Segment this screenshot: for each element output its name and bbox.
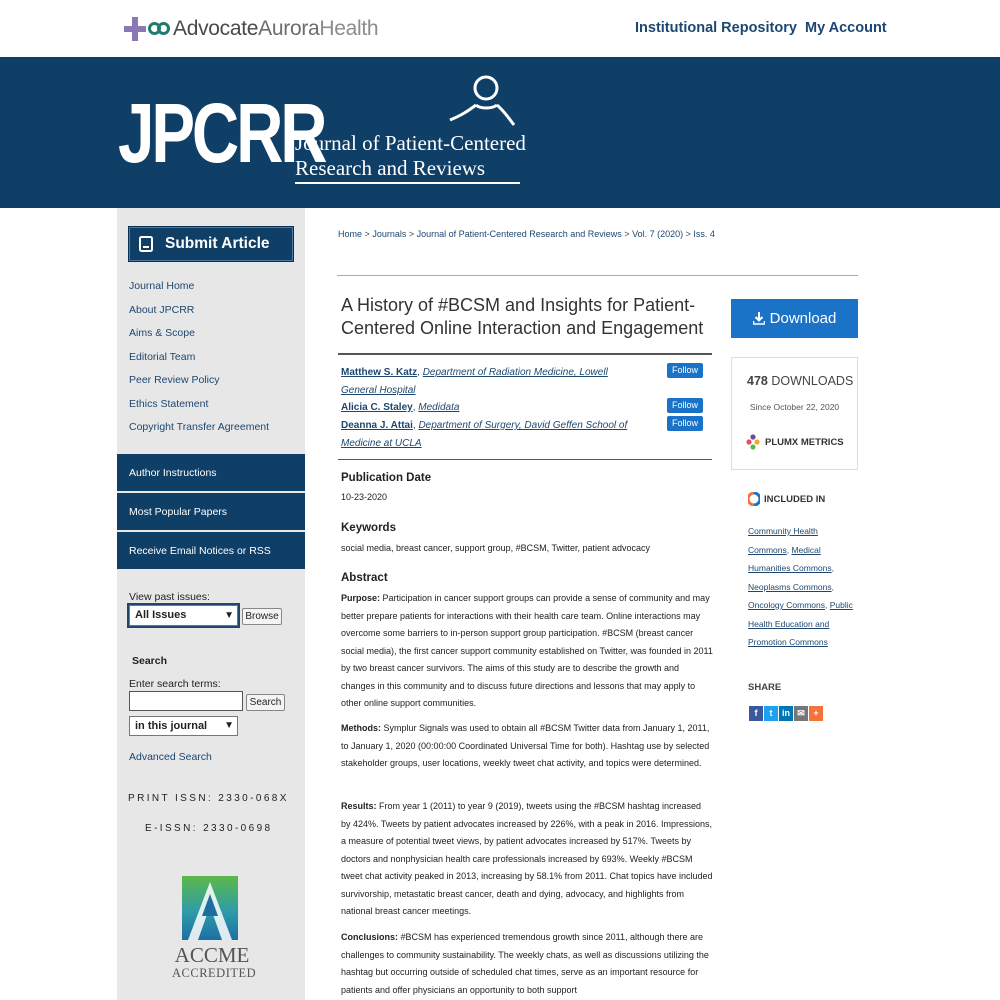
linkedin-icon[interactable]: in xyxy=(779,706,793,721)
follow-button[interactable]: Follow xyxy=(667,398,703,413)
downloads-since: Since October 22, 2020 xyxy=(749,402,840,412)
submit-article-button[interactable]: Submit Article xyxy=(128,226,294,262)
past-issues-label: View past issues: xyxy=(129,591,210,603)
follow-button[interactable]: Follow xyxy=(667,363,703,378)
search-scope-select[interactable]: in this journal ▼ xyxy=(129,716,238,736)
divider xyxy=(338,459,712,460)
e-issn: E-ISSN: 2330-0698 xyxy=(145,823,273,834)
sidebar-item-aims-scope[interactable]: Aims & Scope xyxy=(129,327,195,339)
included-link[interactable]: Neoplasms Commons xyxy=(748,581,832,592)
twitter-icon[interactable]: t xyxy=(764,706,778,721)
included-in-heading: INCLUDED IN xyxy=(748,492,825,506)
advocate-aurora-logo[interactable] xyxy=(124,15,378,43)
keywords: social media, breast cancer, support group, #BCSM, Twitter, patient advocacy xyxy=(341,543,650,553)
search-label: Enter search terms: xyxy=(129,678,221,690)
more-icon[interactable]: + xyxy=(809,706,823,721)
included-link[interactable]: Public Health Education and Promotion Commons xyxy=(748,600,853,647)
sidebar-item-journal-home[interactable]: Journal Home xyxy=(129,280,195,292)
email-notices-link[interactable]: Receive Email Notices or RSS xyxy=(117,532,305,569)
journal-full-name: Journal of Patient-Centered Research and Reviews xyxy=(295,131,526,180)
included-link[interactable]: Commons xyxy=(748,544,787,555)
journal-abbreviation[interactable]: JPCRR xyxy=(118,86,325,180)
top-bar xyxy=(0,0,1000,57)
cross-icon xyxy=(124,17,146,41)
abstract-heading: Abstract xyxy=(341,572,388,584)
author-item[interactable]: Matthew S. Katz, Department of Radiation Medicine, Lowell General Hospital xyxy=(341,367,608,396)
advanced-search-link[interactable]: Advanced Search xyxy=(129,751,212,763)
share-heading: SHARE xyxy=(748,682,782,693)
search-input[interactable] xyxy=(129,691,243,711)
facebook-icon[interactable]: f xyxy=(749,706,763,721)
journal-banner xyxy=(0,57,1000,208)
loops-icon xyxy=(148,22,170,36)
breadcrumb: Home > Journals > Journal of Patient-Centered Research and Reviews > Vol. 7 (2020) > Iss. 4 xyxy=(338,229,715,239)
download-icon xyxy=(753,312,765,325)
author-item[interactable]: Alicia C. Staley, Medidata xyxy=(341,402,460,413)
breadcrumb-issue[interactable]: Iss. 4 xyxy=(693,229,715,239)
download-count: 478 DOWNLOADS xyxy=(747,374,854,388)
sidebar-item-ethics[interactable]: Ethics Statement xyxy=(129,397,209,410)
issues-select[interactable]: All Issues ▼ xyxy=(129,605,238,626)
downloads-box xyxy=(731,357,858,470)
author-instructions-link[interactable]: Author Instructions xyxy=(117,454,305,491)
abstract-paragraph: Methods: Symplur Signals was used to obtain all #BCSM Twitter data from January 1, 2011, to January 1, 2020 (00:00:00 Coordinated Universal Time for both). Hashtag use by selected stakeholder groups, user locations, weekly tweet chat activity, and topics were determined. xyxy=(341,723,710,768)
chevron-down-icon: ▼ xyxy=(224,720,234,731)
browse-button[interactable]: Browse xyxy=(242,608,282,625)
share-buttons xyxy=(749,706,823,721)
breadcrumb-volume[interactable]: Vol. 7 (2020) xyxy=(632,229,684,239)
sidebar-item-editorial-team[interactable]: Editorial Team xyxy=(129,350,196,363)
article-title: A History of #BCSM and Insights for Patient-Centered Online Interaction and Engagement xyxy=(341,295,704,338)
accme-badge[interactable]: ACCME ACCREDITED xyxy=(172,876,252,981)
abstract-paragraph: Results: From year 1 (2011) to year 9 (2019), tweets using the #BCSM hashtag increased by 424%. Tweets by patient advocates increased by 226%, with a peak in 2016. Impressions, a measure of potential tweet views, by patient advocates increased by 517%. Tweets by doctors and nonphysician health care professionals increased by 693%. Weekly #BCSM tweet chat activity peaked in 2013, increasing by 58.1% from 2011. Chat topics have included survivorship, metastatic breast cancer, death and dying, advocacy, and highlights from national breast cancer meetings. xyxy=(341,801,713,916)
accme-logo-icon xyxy=(182,876,238,940)
sidebar xyxy=(117,208,305,1000)
breadcrumb-journals[interactable]: Journals xyxy=(372,229,407,239)
included-link[interactable]: Medical Humanities Commons xyxy=(748,544,832,573)
banner-rule xyxy=(295,182,520,184)
breadcrumb-journal[interactable]: Journal of Patient-Centered Research and Reviews xyxy=(416,229,622,239)
bepress-icon xyxy=(748,492,760,506)
divider xyxy=(337,275,858,276)
sidebar-item-peer-review[interactable]: Peer Review Policy xyxy=(129,374,220,386)
publication-date-heading: Publication Date xyxy=(341,472,432,484)
chevron-down-icon: ▼ xyxy=(224,610,234,621)
search-heading: Search xyxy=(132,655,168,667)
search-button[interactable]: Search xyxy=(246,694,285,711)
breadcrumb-home[interactable]: Home xyxy=(338,229,363,239)
sidebar-item-about[interactable]: About JPCRR xyxy=(129,303,195,316)
divider xyxy=(338,353,712,355)
included-link[interactable]: Community Health xyxy=(748,526,818,536)
abstract-paragraph: Conclusions: #BCSM has experienced tremendous growth since 2011, although there are challenges to community sustainability. The weekly chats, as well as discussions utilizing the hashtag but occurring outside of scheduled chat times, serve as an important resource for patients and offer physicians an opportunity to both support xyxy=(341,932,709,995)
follow-button[interactable]: Follow xyxy=(667,416,703,431)
most-popular-papers-link[interactable]: Most Popular Papers xyxy=(117,493,305,530)
logo-text: AdvocateAuroraHealth xyxy=(173,17,379,40)
publication-date: 10-23-2020 xyxy=(341,492,388,502)
author-item[interactable]: Deanna J. Attai, Department of Surgery, David Geffen School of Medicine at UCLA xyxy=(341,420,628,449)
email-icon[interactable]: ✉ xyxy=(794,706,808,721)
included-in-list: Community Health Commons, Medical Humanities Commons, Neoplasms Commons, Oncology Commons, Public Health Education and Promotion Commons xyxy=(748,526,853,647)
plumx-icon xyxy=(746,434,760,450)
abstract-paragraph: Purpose: Participation in cancer support groups can provide a sense of community and may better prepare patients for interactions with their health care team. Online interactions may overcome some barriers to in-person support group participation. #BCSM (breast cancer social media), the first cancer support community established on Twitter, was founded in 2011 by two breast cancer survivors. The aims of this study are to describe the growth and changes in this community and to discuss future directions and lessons that may apply to other online support communities. xyxy=(341,593,713,708)
tablet-icon xyxy=(139,236,153,252)
print-issn: PRINT ISSN: 2330-068X xyxy=(128,793,289,804)
sidebar-item-copyright[interactable]: Copyright Transfer Agreement xyxy=(129,421,270,433)
my-account-link[interactable]: My Account xyxy=(805,20,887,36)
download-button[interactable]: Download xyxy=(731,299,858,338)
institutional-repository-link[interactable]: Institutional Repository xyxy=(635,20,797,36)
keywords-heading: Keywords xyxy=(341,522,396,534)
included-link[interactable]: Oncology Commons xyxy=(748,600,826,610)
sidebar-nav xyxy=(129,280,269,445)
plumx-metrics-link[interactable]: PLUMX METRICS xyxy=(746,434,844,450)
